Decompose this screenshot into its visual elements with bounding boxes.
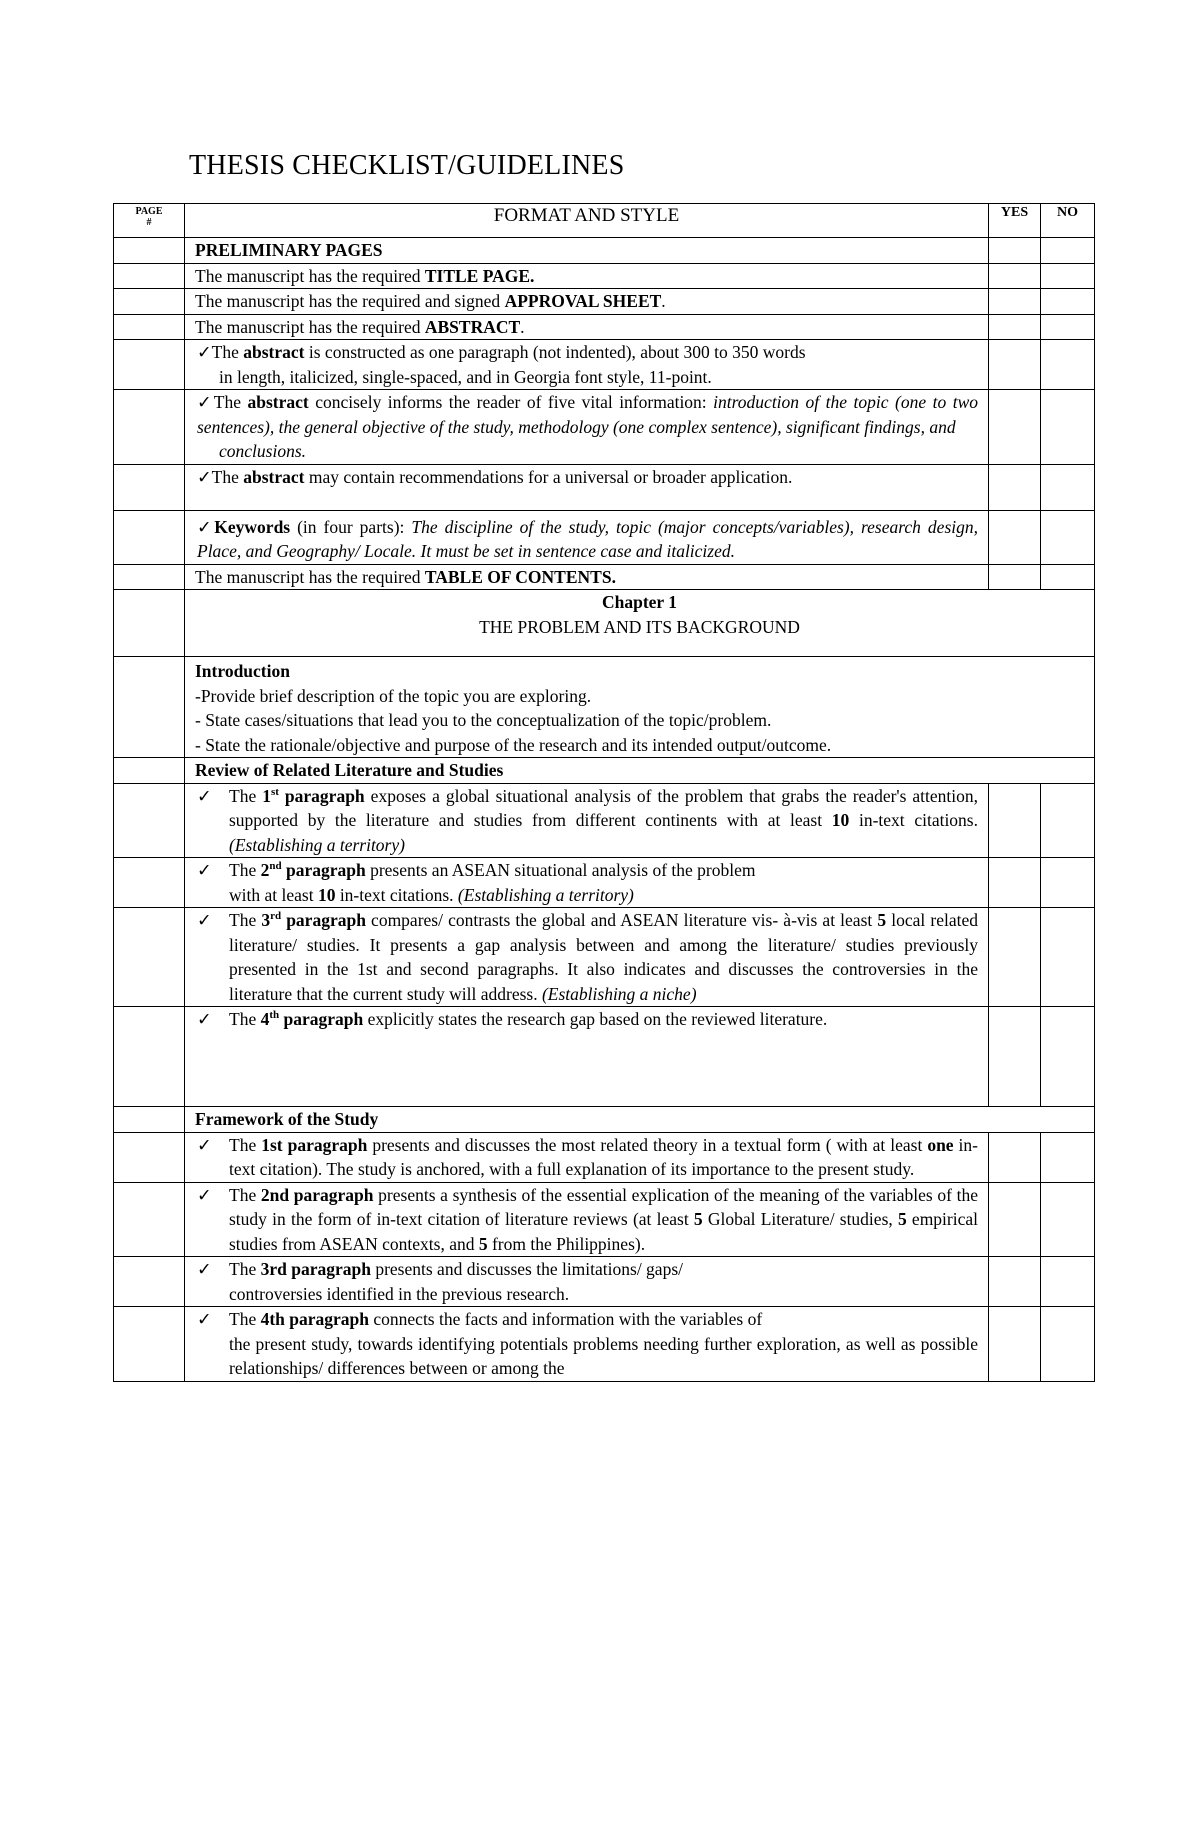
item-framework-3rd-paragraph: ✓ The 3rd paragraph presents and discusses the limitations/ gaps/ controversies identified in the previous research.: [185, 1257, 989, 1307]
no-cell[interactable]: [1041, 908, 1095, 1007]
table-row: [114, 758, 1095, 784]
no-cell[interactable]: [1041, 1007, 1095, 1107]
no-cell[interactable]: [1041, 314, 1095, 340]
section-heading-framework: Framework of the Study: [185, 1107, 1095, 1133]
yes-cell[interactable]: [989, 238, 1041, 264]
item-rrl-1st-paragraph: ✓ The 1st paragraph exposes a global situational analysis of the problem that grabs the reader's attention, supported by the literature and studies from different continents with at least 10 in-text citations. (Establishing a territory): [185, 783, 989, 858]
yes-cell[interactable]: [989, 1257, 1041, 1307]
table-row: [114, 1107, 1095, 1133]
no-cell[interactable]: [1041, 238, 1095, 264]
check-icon: ✓: [197, 466, 212, 487]
page-cell[interactable]: [114, 1257, 185, 1307]
section-heading-preliminary: PRELIMINARY PAGES: [185, 238, 989, 264]
table-row: [114, 657, 1095, 758]
table-row: [114, 564, 1095, 590]
yes-header: YES: [989, 204, 1041, 238]
item-rrl-4th-paragraph: ✓ The 4th paragraph explicitly states the research gap based on the reviewed literature.: [185, 1007, 989, 1107]
table-row: [114, 263, 1095, 289]
format-and-style-header: FORMAT AND STYLE: [185, 204, 989, 238]
page-cell[interactable]: [114, 390, 185, 465]
no-cell[interactable]: [1041, 510, 1095, 564]
page-cell[interactable]: [114, 858, 185, 908]
no-cell[interactable]: [1041, 1307, 1095, 1382]
introduction-section: Introduction -Provide brief description of the topic you are exploring. - State cases/situations that lead you to the conceptualization of the topic/problem. - State the rationale/objective and purpose of the research and its intended output/outcome.: [185, 657, 1095, 758]
no-cell[interactable]: [1041, 464, 1095, 510]
page-cell[interactable]: [114, 263, 185, 289]
item-rrl-2nd-paragraph: ✓ The 2nd paragraph presents an ASEAN situational analysis of the problem with at least 10 in-text citations. (Establishing a territory): [185, 858, 989, 908]
table-row: [114, 340, 1095, 390]
table-row: [114, 1182, 1095, 1257]
section-heading-rrl: Review of Related Literature and Studies: [185, 758, 1095, 784]
check-icon: ✓: [197, 785, 212, 806]
page-cell[interactable]: [114, 564, 185, 590]
item-keywords: ✓Keywords (in four parts): The discipline of the study, topic (major concepts/variables), research design, Place, and Geography/ Locale. It must be set in sentence case and italicized.: [185, 510, 989, 564]
yes-cell[interactable]: [989, 783, 1041, 858]
yes-cell[interactable]: [989, 564, 1041, 590]
check-icon: ✓: [197, 516, 215, 537]
item-abstract-content: ✓The abstract concisely informs the reader of five vital information: introduction of the topic (one to two sentences), the general objective of the study, methodology (one complex sentence), significant findings, and conclusions.: [185, 390, 989, 465]
item-framework-4th-paragraph: ✓ The 4th paragraph connects the facts and information with the variables of the present study, towards identifying potentials problems needing further exploration, as well as possible relationships/ differences between or among the: [185, 1307, 989, 1382]
table-row: [114, 783, 1095, 858]
table-row: [114, 238, 1095, 264]
yes-cell[interactable]: [989, 510, 1041, 564]
no-cell[interactable]: [1041, 390, 1095, 465]
no-cell[interactable]: [1041, 564, 1095, 590]
no-header: NO: [1041, 204, 1095, 238]
table-row: [114, 510, 1095, 564]
page-cell[interactable]: [114, 657, 185, 758]
no-cell[interactable]: [1041, 289, 1095, 315]
yes-cell[interactable]: [989, 858, 1041, 908]
item-rrl-3rd-paragraph: ✓ The 3rd paragraph compares/ contrasts the global and ASEAN literature vis- à-vis at least 5 local related literature/ studies. It presents a gap analysis between and among the literature/ studies previously presented in the 1st and second paragraphs. It also indicates and discusses the controversies in the literature that the current study will address. (Establishing a niche): [185, 908, 989, 1007]
check-icon: ✓: [197, 910, 212, 930]
yes-cell[interactable]: [989, 464, 1041, 510]
page-cell[interactable]: [114, 1132, 185, 1182]
item-abstract-recommendations: ✓The abstract may contain recommendations for a universal or broader application.: [185, 464, 989, 510]
table-row: [114, 289, 1095, 315]
page-cell[interactable]: [114, 238, 185, 264]
item-framework-2nd-paragraph: ✓ The 2nd paragraph presents a synthesis of the essential explication of the meaning of the variables of the study in the form of in-text citation of literature reviews (at least 5 Global Literature/ studies, 5 empirical studies from ASEAN contexts, and 5 from the Philippines).: [185, 1182, 989, 1257]
page-cell[interactable]: [114, 340, 185, 390]
page-cell[interactable]: [114, 510, 185, 564]
page-cell[interactable]: [114, 464, 185, 510]
item-abstract: The manuscript has the required ABSTRACT.: [185, 314, 989, 340]
table-row: [114, 390, 1095, 465]
table-header-row: [114, 204, 1095, 238]
yes-cell[interactable]: [989, 390, 1041, 465]
check-icon: ✓: [197, 1309, 212, 1329]
yes-cell[interactable]: [989, 1182, 1041, 1257]
page-cell[interactable]: [114, 758, 185, 784]
item-framework-1st-paragraph: ✓ The 1st paragraph presents and discusses the most related theory in a textual form ( with at least one in-text citation). The study is anchored, with a full explanation of its importance to the present study.: [185, 1132, 989, 1182]
page-cell[interactable]: [114, 908, 185, 1007]
no-cell[interactable]: [1041, 1132, 1095, 1182]
page-cell[interactable]: [114, 1007, 185, 1107]
page-cell[interactable]: [114, 590, 185, 657]
check-icon: ✓: [197, 1009, 212, 1029]
no-cell[interactable]: [1041, 1257, 1095, 1307]
yes-cell[interactable]: [989, 1307, 1041, 1382]
table-row: [114, 858, 1095, 908]
check-icon: ✓: [197, 342, 212, 362]
check-icon: ✓: [197, 860, 212, 880]
page-title: THESIS CHECKLIST/GUIDELINES: [189, 150, 625, 181]
page-number-header: PAGE #: [114, 204, 185, 238]
no-cell[interactable]: [1041, 340, 1095, 390]
table-row: [114, 314, 1095, 340]
no-cell[interactable]: [1041, 858, 1095, 908]
page-cell[interactable]: [114, 1307, 185, 1382]
check-icon: ✓: [197, 1134, 212, 1155]
table-row: [114, 1007, 1095, 1107]
yes-cell[interactable]: [989, 908, 1041, 1007]
table-row: [114, 1307, 1095, 1382]
table-row: [114, 908, 1095, 1007]
yes-cell[interactable]: [989, 340, 1041, 390]
check-icon: ✓: [197, 392, 214, 412]
item-title-page: The manuscript has the required TITLE PAGE.: [185, 263, 989, 289]
yes-cell[interactable]: [989, 1007, 1041, 1107]
chapter-heading-row: [114, 590, 1095, 657]
table-row: [114, 464, 1095, 510]
yes-cell[interactable]: [989, 314, 1041, 340]
item-abstract-format: ✓The abstract is constructed as one paragraph (not indented), about 300 to 350 words in length, italicized, single-spaced, and in Georgia font style, 11-point.: [185, 340, 989, 390]
item-table-of-contents: The manuscript has the required TABLE OF CONTENTS.: [185, 564, 989, 590]
page-cell[interactable]: [114, 1182, 185, 1257]
page-cell[interactable]: [114, 289, 185, 315]
checklist-table: [113, 203, 1095, 1382]
check-icon: ✓: [197, 1259, 212, 1279]
yes-cell[interactable]: [989, 1132, 1041, 1182]
no-cell[interactable]: [1041, 783, 1095, 858]
chapter-1-heading: Chapter 1 THE PROBLEM AND ITS BACKGROUND: [185, 590, 1095, 657]
page-cell[interactable]: [114, 1107, 185, 1133]
page-cell[interactable]: [114, 314, 185, 340]
check-icon: ✓: [197, 1184, 212, 1205]
table-row: [114, 1257, 1095, 1307]
item-approval-sheet: The manuscript has the required and signed APPROVAL SHEET.: [185, 289, 989, 315]
yes-cell[interactable]: [989, 263, 1041, 289]
yes-cell[interactable]: [989, 289, 1041, 315]
page-cell[interactable]: [114, 783, 185, 858]
table-row: [114, 1132, 1095, 1182]
no-cell[interactable]: [1041, 1182, 1095, 1257]
no-cell[interactable]: [1041, 263, 1095, 289]
